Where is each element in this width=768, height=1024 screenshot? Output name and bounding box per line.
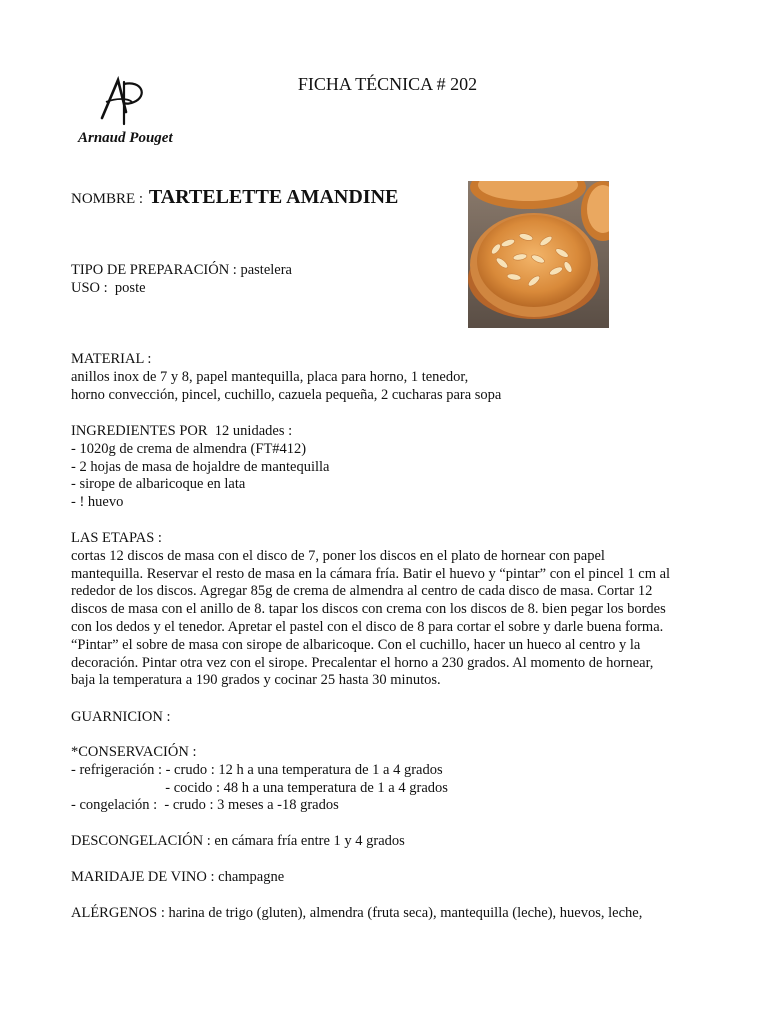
conservation-heading: *CONSERVACIÓN : — [71, 744, 197, 760]
brand-name: Arnaud Pouget — [78, 130, 173, 146]
uso-value: poste — [114, 279, 146, 296]
ingredient-item: - ! huevo — [71, 494, 124, 511]
tipo-label: TIPO DE PREPARACIÓN : — [71, 262, 241, 278]
material-heading: MATERIAL : — [71, 351, 152, 367]
steps-line: “Pintar” el sobre de masa con sirope de albaricoque. Con el cuchillo, hacer un hueco al centro y la — [71, 636, 641, 653]
ingredient-item: - 2 hojas de masa de hojaldre de mantequilla — [71, 458, 330, 475]
material-line: anillos inox de 7 y 8, papel mantequilla, placa para horno, 1 tenedor, — [71, 368, 469, 385]
uso-row — [71, 280, 701, 298]
preparation-info — [71, 262, 701, 298]
conservation-line: - cocido : 48 h a una temperatura de 1 a 4 grados — [71, 779, 448, 796]
ingredient-item: - sirope de albaricoque en lata — [71, 476, 246, 493]
material-line: horno convección, pincel, cuchillo, cazuela pequeña, 2 cucharas para sopa — [71, 386, 502, 403]
dish-name: TARTELETTE AMANDINE — [148, 186, 399, 208]
steps-section — [71, 530, 701, 690]
ingredients-section — [71, 423, 701, 512]
wine-pairing-section — [71, 869, 701, 887]
dish-name-row — [71, 186, 398, 209]
allergens-section — [71, 905, 701, 923]
steps-heading: LAS ETAPAS : — [71, 530, 162, 546]
guarnicion-section — [71, 709, 701, 727]
conservation-line: - refrigeración : - crudo : 12 h a una temperatura de 1 a 4 grados — [71, 761, 443, 778]
tart-photo — [468, 181, 609, 328]
steps-line: decoración. Pintar otra vez con el sirope. Precalentar el horno a 230 grados. Al momento de hornear, — [71, 654, 654, 671]
tipo-value: pastelera — [240, 262, 292, 278]
steps-line: discos de masa con el anillo de 8. tapar los discos con crema con los discos de 8. bien pegar los bordes — [71, 601, 666, 618]
tipo-row — [71, 262, 701, 280]
uso-label: USO : — [71, 279, 115, 296]
steps-line: mantequilla. Reservar el resto de masa en la cámara fría. Batir el huevo y “pintar” con el pincel 1 cm al — [71, 565, 671, 582]
ingredients-heading: INGREDIENTES POR 12 unidades : — [71, 423, 293, 439]
material-section — [71, 351, 701, 404]
steps-line: cortas 12 discos de masa con el disco de 7, poner los discos en el plato de hornear con papel — [71, 547, 605, 564]
tart-image-icon — [468, 181, 609, 328]
steps-line: baja la temperatura a 190 grados y cocinar 25 hasta 30 minutos. — [71, 672, 441, 689]
steps-line: rededor de los discos. Agregar 85g de crema de almendra al centro de cada disco de masa. Cortar 12 — [71, 583, 653, 600]
wine-pairing-text: MARIDAJE DE VINO : champagne — [71, 869, 285, 885]
guarnicion-heading: GUARNICION : — [71, 709, 171, 725]
defrost-section — [71, 833, 701, 851]
conservation-line: - congelación : - crudo : 3 meses a -18 grados — [71, 797, 339, 814]
allergens-text: ALÉRGENOS : harina de trigo (gluten), almendra (fruta seca), mantequilla (leche), huevos, leche, — [71, 905, 643, 921]
defrost-text: DESCONGELACIÓN : en cámara fría entre 1 y 4 grados — [71, 833, 405, 849]
page-title: FICHA TÉCNICA # 202 — [297, 74, 478, 94]
dish-name-label: NOMBRE : — [71, 191, 147, 207]
ingredient-item: - 1020g de crema de almendra (FT#412) — [71, 440, 307, 457]
steps-line: con los dedos y el tenedor. Apretar el pastel con el disco de 8 para cortar el sobre y darle buena forma. — [71, 618, 664, 635]
conservation-section — [71, 744, 701, 815]
